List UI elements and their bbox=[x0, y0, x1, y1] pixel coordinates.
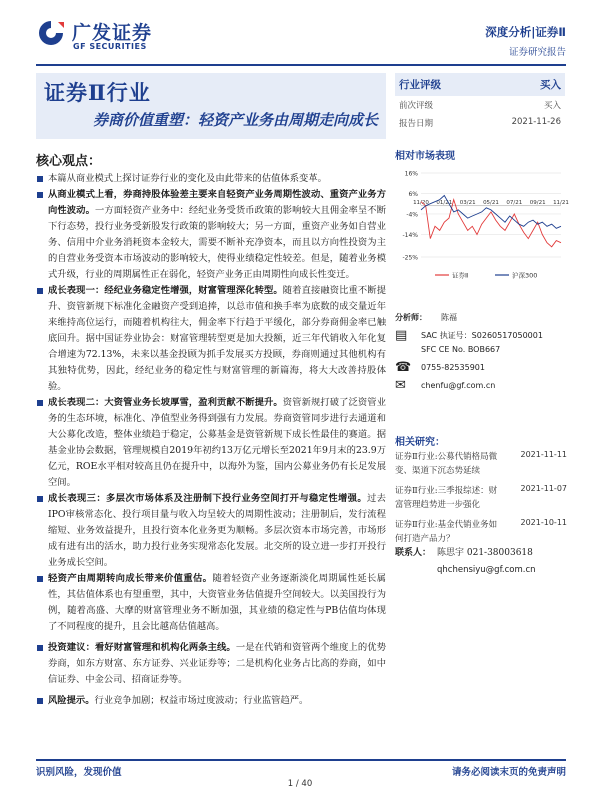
analyst-name: 陈福 bbox=[441, 312, 457, 322]
point-item: 风险提示。行业竞争加剧；权益市场过度波动；行业监管趋严。 bbox=[36, 693, 386, 709]
x-tick-label: 09/21 bbox=[529, 199, 546, 206]
x-tick-label: 11/21 bbox=[553, 199, 569, 206]
legend-label: 证券Ⅱ bbox=[452, 271, 469, 280]
y-tick-label: -25% bbox=[402, 254, 418, 262]
related-item[interactable]: 证券Ⅱ行业:三季报综述：财富管理趋势进一步强化 2021-11-07 bbox=[395, 484, 567, 510]
point-item: 成长表现一：经纪业务稳定性增强，财富管理深化转型。随着直接融资比重不断提升、资管新规下标准化金融资产受到追捧，以总市值和换手率为底数的成交量近年来维持高位运行，而随着机构往大，佣金率下行趋于平缓化，部分券商佣金率已触底回升。据中国证券业协会：财富管理转型更是加大投额，近三年代销收入年化复合增速为72.13%，未来以基金投顾为抓手发展买方投顾，券商则通过其他机构有其独特优势，因此，经纪业务的稳定性与财富管理的新篇海，将大大改善持股体验。 bbox=[36, 283, 386, 395]
x-tick-label: 03/21 bbox=[459, 199, 476, 206]
y-tick-label: 6% bbox=[408, 190, 418, 198]
contact-name-phone: 陈思宇 021-38003618 bbox=[437, 548, 533, 558]
related-list bbox=[395, 450, 567, 552]
point-item: 成长表现二：大资管业务长坡厚雪，盈利贡献不断提升。资管新规打破了泛资管业务的生态环境，标准化、净值型业务得到强有力发展。券商资管同步进行去通道和大公募化改造，整体业绩趋于稳定，公募基金是资管新规下成长性最佳的赛道。据基金业协会数据，管理规模自2019年初约13万亿元增长至2021年9月末的23.9万亿元，ROE水平相对较高且仍在提升中，以海外为鉴，国内公募业务仍有长足发展空间。 bbox=[36, 395, 386, 491]
sfc-number: SFC CE No. BOB667 bbox=[421, 344, 501, 354]
previous-rating: 前次评级 买入 bbox=[399, 101, 561, 111]
y-tick-label: -14% bbox=[402, 231, 418, 239]
rating-box bbox=[395, 73, 565, 132]
footer-disclaimer: 请务必阅读末页的免责声明 bbox=[451, 767, 566, 778]
contact-email[interactable]: qhchensiyu@gf.com.cn bbox=[437, 565, 536, 575]
x-tick-label: 01/21 bbox=[436, 199, 453, 206]
market-perf-heading: 相对市场表现 bbox=[395, 151, 455, 162]
contact-info bbox=[395, 545, 567, 575]
report-date: 报告日期 2021-11-26 bbox=[399, 117, 561, 129]
company-logo bbox=[36, 16, 166, 56]
phone-icon: ☎ bbox=[395, 359, 412, 375]
analyst-phone: 0755-82535901 bbox=[421, 362, 485, 372]
report-headline: 券商价值重塑：轻资产业务由周期走向成长 bbox=[92, 111, 378, 129]
point-item: 投资建议：看好财富管理和机构化两条主线。一是在代销和资管两个维度上的优势券商，如东方财富、东方证券、兴业证券等；二是机构化业务占比高的券商，如中信证券、中金公司、招商证券等。 bbox=[36, 640, 386, 688]
related-item[interactable]: 证券Ⅱ行业:基金代销业务如何打造产品力？ 2021-10-11 bbox=[395, 518, 567, 544]
relative-performance-chart bbox=[395, 165, 567, 290]
id-card-icon: ▤ bbox=[395, 327, 408, 343]
y-tick-label: -4% bbox=[406, 211, 418, 219]
core-points bbox=[36, 171, 386, 709]
point-item: 轻资产由周期转向成长带来价值重估。随着轻资产业务逐渐淡化周期属性延长属性，其估值体系也有望重塑，其中，大资管业务估值提升空间较大。以美国投行为例，随着高盛、大摩的财富管理业务不断加强，其业绩的稳定性与PB估值均体现了不同程度的提升，且会比越高估值越高。 bbox=[36, 571, 386, 635]
point-item: 从商业模式上看，券商持股体验差主要来自轻资产业务周期性波动、重资产业务方向性波动。一方面轻资产业务中：经纪业务受货币政策的影响较大且佣金率呈不断下行态势，投行业务受新股发行政策的影响较大；另一方面，重资产业务如自营业务、信用中介业务消耗资本金较大，需要不断补充净资本，而且以方向性投资为主的自营业务受资本市场波动的影响较大，使得业绩稳定性较差。但是，随着业务模式升级，行业的周期属性正在弱化，轻资产业务正由周期性向成长性变迁。 bbox=[36, 187, 386, 283]
x-tick-label: 07/21 bbox=[506, 199, 523, 206]
analyst-email[interactable]: chenfu@gf.com.cn bbox=[421, 380, 496, 390]
sac-number: SAC 执证号：S0260517050001 bbox=[421, 330, 543, 340]
x-tick-label: 11/20 bbox=[413, 199, 429, 206]
logo-text-cn: 广发证券 bbox=[72, 22, 153, 44]
x-tick-label: 05/21 bbox=[483, 199, 499, 206]
page-number: 1 / 40 bbox=[287, 779, 313, 789]
footer-slogan: 识别风险，发现价值 bbox=[36, 767, 122, 778]
analyst-info bbox=[395, 310, 567, 392]
point-item: 本篇从商业模式上探讨证券行业的变化及由此带来的估值体系变革。 bbox=[36, 171, 386, 187]
sector-title: 证券Ⅱ行业 bbox=[44, 80, 151, 105]
y-tick-label: 16% bbox=[404, 170, 418, 178]
footer-divider bbox=[36, 759, 566, 761]
industry-rating: 行业评级 买入 bbox=[395, 73, 565, 96]
header-divider bbox=[36, 64, 566, 66]
header-meta bbox=[485, 24, 566, 58]
analyst-label: 分析师： bbox=[395, 311, 427, 322]
contact-label: 联系人： bbox=[395, 548, 432, 558]
core-heading: 核心观点： bbox=[36, 154, 102, 169]
logo-text-en: GF SECURITIES bbox=[73, 42, 147, 51]
point-item: 成长表现三：多层次市场体系及注册制下投行业务空间打开与稳定性增强。过去IPO审核常态化、投行项目量与收入均呈较大的周期性波动；注册制后，发行流程缩短、业务效益提升，且投行资本化业务更为顺畅。多层次资本市场完善，市场形成有进有出的活水，助力投行业务实现常态化发展。北交所的设立进一步打开投行业务成长空间。 bbox=[36, 491, 386, 571]
gf-logo-icon bbox=[36, 18, 66, 48]
related-item[interactable]: 证券Ⅱ行业:公募代销格局微变、渠道下沉态势延续 2021-11-11 bbox=[395, 450, 567, 476]
related-heading: 相关研究： bbox=[395, 437, 445, 448]
report-category: 深度分析|证券Ⅱ bbox=[485, 25, 566, 39]
mail-icon: ✉ bbox=[395, 377, 406, 393]
legend-label: 沪深300 bbox=[512, 271, 538, 280]
title-banner bbox=[36, 73, 386, 139]
report-type: 证券研究报告 bbox=[508, 47, 566, 58]
